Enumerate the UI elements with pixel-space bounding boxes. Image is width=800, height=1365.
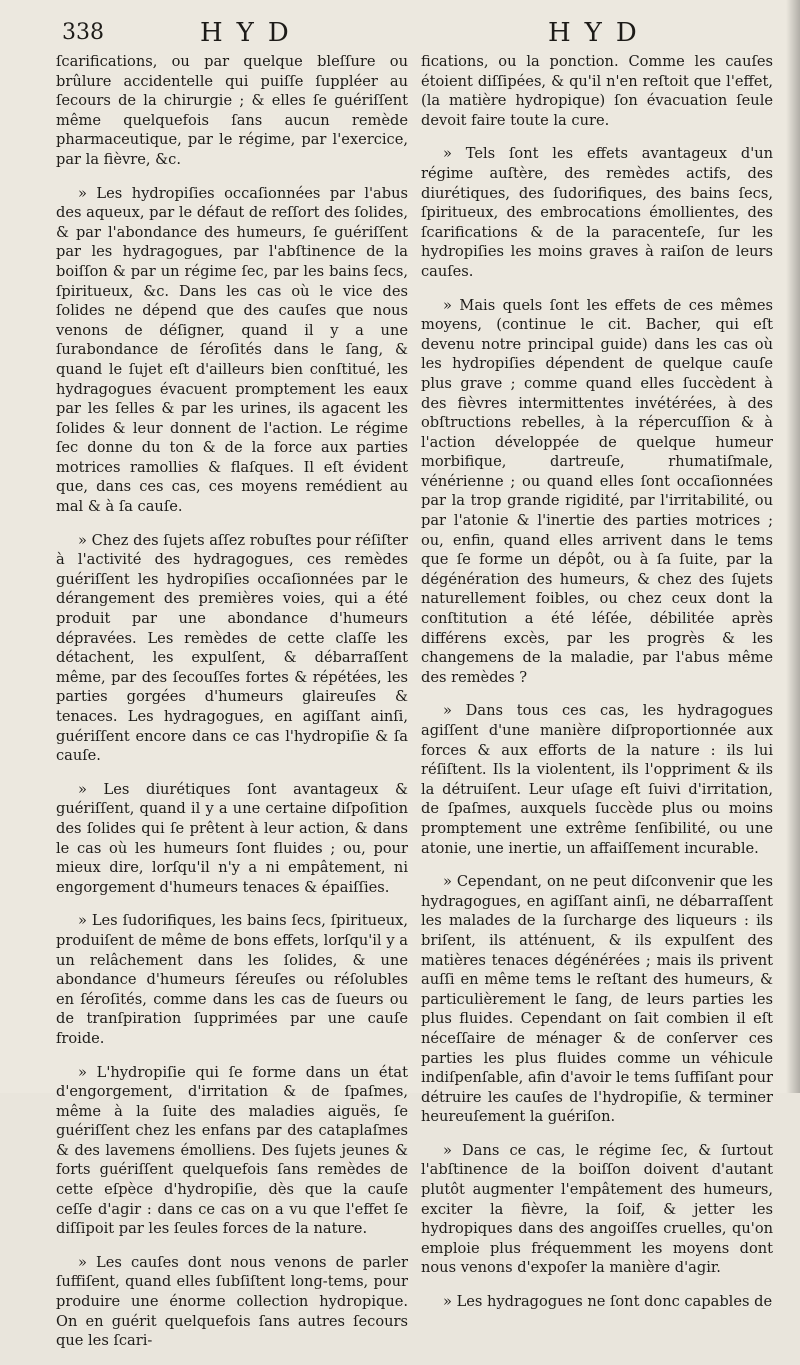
paragraph: » Dans tous ces cas, les hydragogues agiſſent d'une manière diſproportionnée aux forces & aux efforts de la nature : ils lui réſiſtent. Ils la violentent, ils l'oppriment & ils la détruiſent. Leur uſage eſt ſuivi d'irritation, de ſpaſmes, auxquels ſuccède plus ou moins promptement une extrême ſenſibilité, ou une atonie, une inertie, un affaiſſement incurable. <box>421 702 773 857</box>
running-header <box>0 14 800 48</box>
paragraph: » Les diurétiques ſont avantageux & guériſſent, quand il y a une certaine diſpoſition des ſolides qui ſe prêtent à leur action, & dans le cas où les humeurs ſont fluides ; ou, pour mieux dire, lorſqu'il n'y a ni empâtement, ni engorgement d'humeurs tenaces & épaiſſies. <box>56 780 408 896</box>
paragraph: » Mais quels ſont les effets de ces mêmes moyens, (continue le cit. Bacher, qui eſt devenu notre principal guide) dans les cas où les hydropiſies dépendent de quelque cauſe plus grave ; comme quand elles ſuccèdent à des fièvres intermittentes invétérées, à des obſtructions rebelles, à la répercuſſion & à l'action développée de quelque humeur morbifique, dartreuſe, rhumatiſmale, vénérienne ; ou quand elles ſont occaſionnées par la trop grande rigidité, par l'irritabilité, ou par l'atonie & l'inertie des parties motrices ; ou, enfin, quand elles arrivent dans le tems que ſe forme un dépôt, ou à ſa ſuite, par la dégénération des humeurs, & chez des ſujets naturellement foibles, ou chez ceux dont la conſtitution a été léſée, débilitée après différens excès, par les progrès & les changemens de la maladie, par l'abus même des remèdes ? <box>421 296 773 686</box>
running-title-right: HYD <box>548 18 651 48</box>
page-edge-shadow <box>786 0 800 1093</box>
paragraph: » Dans ce cas, le régime ſec, & ſurtout l'abſtinence de la boiſſon doivent d'autant plutôt augmenter l'empâtement des humeurs, exciter la fièvre, la ſoif, & jetter les hydropiques dans des angoiſſes cruelles, qu'on emploie plus fréquemment les moyens dont nous venons d'expoſer la manière d'agir. <box>421 1141 773 1277</box>
left-column <box>56 52 408 1365</box>
paragraph: » Les ſudorifiques, les bains ſecs, ſpiritueux, produiſent de même de bons effets, lorſqu'il y a un relâchement dans les ſolides, & une abondance d'humeurs ſéreuſes ou réſolubles en ſéroſités, comme dans les cas de ſueurs ou de tranſpiration ſupprimées par une cauſe froide. <box>56 912 408 1047</box>
paragraph: » Tels ſont les effets avantageux d'un régime auſtère, des remèdes actifs, des diurétiques, des ſudorifiques, des bains ſecs, ſpiritueux, des embrocations émollientes, des ſcarifications & de la paracenteſe, ſur les hydropiſies les moins graves à raiſon de leurs cauſes. <box>421 145 773 280</box>
page-number: 338 <box>62 20 104 45</box>
paragraph: » Cependant, on ne peut diſconvenir que les hydragogues, en agiſſant ainſi, ne débarraſſent les malades de la ſurcharge des liqueurs : ils briſent, ils atténuent, & ils expulſent des matières tenaces dégénérées ; mais ils privent auſſi en même tems le reſtant des humeurs, & particulièrement le ſang, de leurs parties les plus fluides. Cependant on ſait combien il eſt néceſſaire de ménager & de conſerver ces parties les plus fluides comme un véhicule indiſpenſable, afin d'avoir le tems ſuffiſant pour détruire les cauſes de l'hydropiſie, & terminer heureuſement la guériſon. <box>421 873 773 1126</box>
paragraph: » Les cauſes dont nous venons de parler ſuffiſent, quand elles ſubſiſtent long-tems, pour produire une énorme collection hydropique. On en guérit quelquefois ſans autres ſecours que les ſcari- <box>56 1253 408 1350</box>
right-column <box>421 52 773 1326</box>
paragraph: » L'hydropiſie qui ſe forme dans un état d'engorgement, d'irritation & de ſpaſmes, même à la ſuite des maladies aiguës, ſe guériſſent chez les enfans par des cataplaſmes & des lavemens émolliens. Des ſujets jeunes & forts guériſſent quelquefois ſans remèdes de cette eſpèce d'hydropiſie, dès que la cauſe ceſſe d'agir : dans ce cas on a vu que l'effet ſe diſſipoit par les ſeules forces de la nature. <box>56 1063 408 1238</box>
paragraph: » Chez des ſujets aſſez robuſtes pour réſiſter à l'activité des hydragogues, ces remèdes guériſſent les hydropiſies occaſionnées par le dérangement des premières voies, qui a été produit par une abondance d'humeurs dépravées. Les remèdes de cette claſſe les détachent, les expulſent, & débarraſſent même, par des ſecouſſes fortes & répétées, les parties gorgées d'humeurs glaireuſes & tenaces. Les hydragogues, en agiſſant ainſi, guériſſent encore dans ce cas l'hydropiſie & ſa cauſe. <box>56 531 408 765</box>
paragraph: » Les hydragogues ne ſont donc capables de <box>443 1293 773 1311</box>
paragraph: » Les hydropiſies occaſionnées par l'abus des aqueux, par le défaut de reſſort des ſolides, & par l'abondance des humeurs, ſe guériſſent par les hydragogues, par l'abſtinence de la boiſſon & par un régime ſec, par les bains ſecs, ſpiritueux, &c. Dans les cas où le vice des ſolides ne dépend que des cauſes que nous venons de déſigner, quand il y a une ſurabondance de ſéroſités dans le ſang, & quand le ſujet eſt d'ailleurs bien conſtitué, les hydragogues évacuent promptement les eaux par les ſelles & par les urines, ils agacent les ſolides & leur donnent de l'action. Le régime ſec donne du ton & de la force aux parties motrices ramollies & flaſques. Il eſt évident que, dans ces cas, ces moyens remédient au mal & à ſa cauſe. <box>56 184 408 516</box>
running-title-left: HYD <box>200 18 303 48</box>
paragraph: ſcarifications, ou par quelque bleſſure ou brûlure accidentelle qui puiſſe ſuppléer au ſecours de la chirurgie ; & elles ſe guériſſent même quelquefois ſans aucun remède pharmaceutique, par le régime, par l'exercice, par la fièvre, &c. <box>56 53 408 168</box>
paragraph: fications, ou la ponction. Comme les cauſes étoient diſſipées, & qu'il n'en reſtoit que l'effet, (la matière hydropique) ſon évacuation ſeule devoit faire toute la cure. <box>421 53 773 129</box>
